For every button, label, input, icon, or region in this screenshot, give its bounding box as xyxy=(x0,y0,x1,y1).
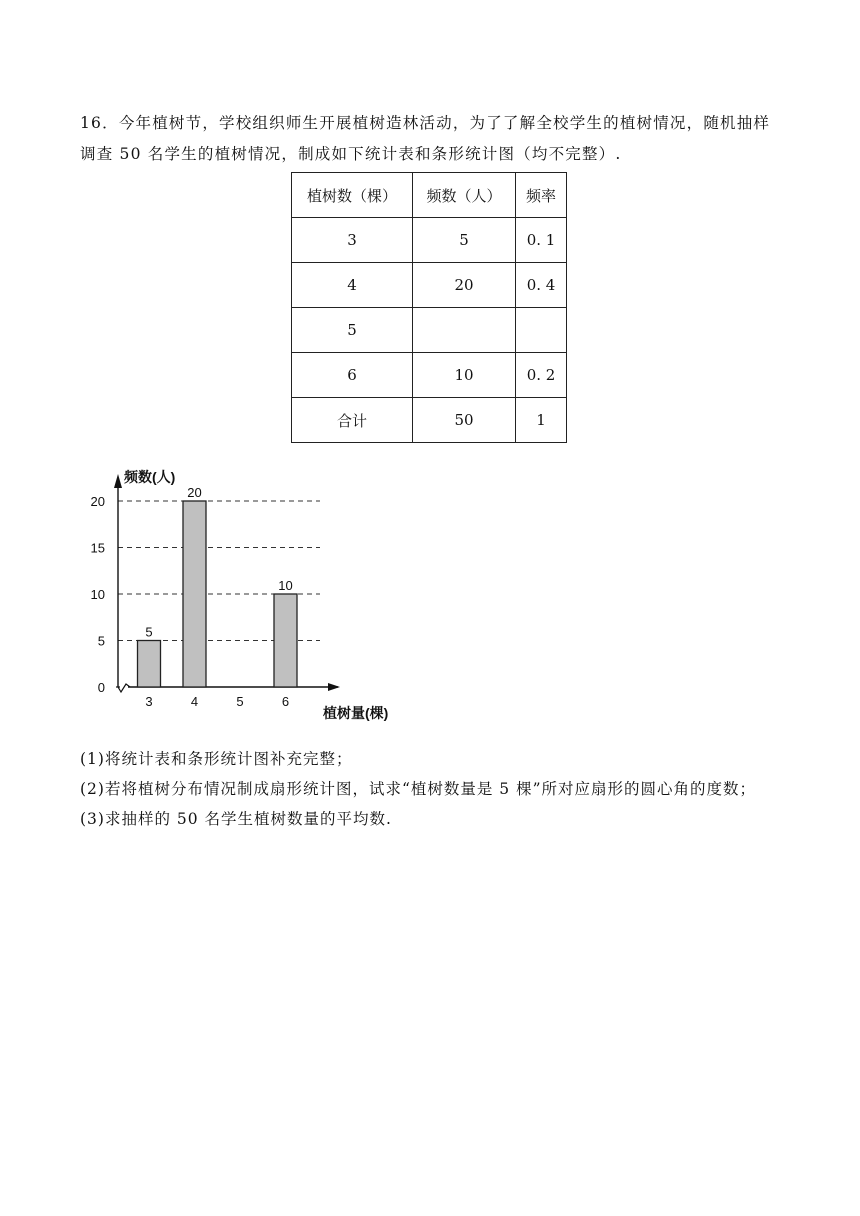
questions xyxy=(80,744,800,834)
y-axis-label: 频数(人) xyxy=(124,469,176,485)
data-label: 5 xyxy=(145,624,153,640)
table-header-cell: 植树数（棵） xyxy=(292,173,413,218)
table-cell: 0. 4 xyxy=(516,263,567,308)
x-axis-label: 植树量(棵) xyxy=(323,705,389,721)
x-tick-label: 3 xyxy=(145,694,153,709)
table-cell: 50 xyxy=(413,398,516,443)
table-cell: 20 xyxy=(413,263,516,308)
x-axis-arrow xyxy=(328,683,340,691)
data-label: 10 xyxy=(278,578,293,593)
x-tick-label: 5 xyxy=(236,694,244,709)
question-3: (3)求抽样的 50 名学生植树数量的平均数. xyxy=(80,810,392,828)
table-cell xyxy=(516,308,567,353)
table-header-cell: 频率 xyxy=(516,173,567,218)
y-axis-arrow xyxy=(114,474,122,488)
table-cell: 5 xyxy=(292,308,413,353)
question-1: (1)将统计表和条形统计图补充完整； xyxy=(80,750,353,768)
y-tick-label: 20 xyxy=(90,494,105,509)
table-cell: 0. 1 xyxy=(516,218,567,263)
bar-chart xyxy=(80,460,410,730)
table-cell: 1 xyxy=(516,398,567,443)
question-2: (2)若将植树分布情况制成扇形统计图，试求“植树数量是 5 棵”所对应扇形的圆心角的度数； xyxy=(80,780,757,798)
bar xyxy=(274,594,297,687)
frequency-table xyxy=(291,172,567,443)
table-row xyxy=(292,353,567,398)
table-cell: 3 xyxy=(292,218,413,263)
y-tick-label: 5 xyxy=(97,633,105,649)
table-row xyxy=(292,398,567,443)
table-cell: 0. 2 xyxy=(516,353,567,398)
y-tick-label: 0 xyxy=(97,680,105,695)
x-tick-label: 4 xyxy=(190,694,199,709)
x-tick-label: 6 xyxy=(281,694,290,709)
table-row xyxy=(292,308,567,353)
table-cell: 6 xyxy=(292,353,413,398)
table-cell: 5 xyxy=(413,218,516,263)
y-tick-label: 15 xyxy=(90,540,105,556)
table-cell xyxy=(413,308,516,353)
table-header-cell: 频数（人） xyxy=(413,173,516,218)
table-row xyxy=(292,218,567,263)
table-cell: 10 xyxy=(413,353,516,398)
table-row xyxy=(292,263,567,308)
axis-break-mark xyxy=(118,684,130,692)
table-header-row xyxy=(292,173,567,218)
y-tick-label: 10 xyxy=(90,587,105,602)
problem-statement: 16．今年植树节，学校组织师生开展植树造林活动，为了了解全校学生的植树情况，随机抽样调查 50 名学生的植树情况，制成如下统计表和条形统计图（均不完整）. xyxy=(80,114,771,163)
bar xyxy=(138,641,161,688)
table-cell: 合计 xyxy=(292,398,413,443)
data-label: 20 xyxy=(187,485,202,500)
bar xyxy=(183,501,206,687)
table-cell: 4 xyxy=(292,263,413,308)
